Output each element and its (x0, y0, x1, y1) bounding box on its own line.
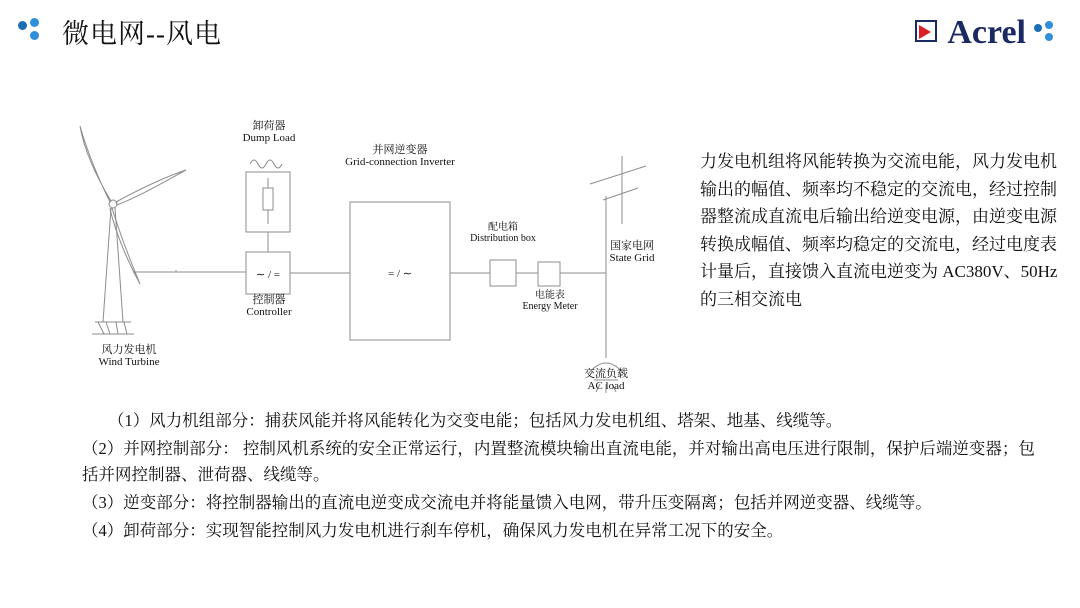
header-dots-icon (18, 18, 44, 44)
acrel-logo (915, 14, 1058, 52)
logo-dots-icon (1034, 21, 1058, 45)
bullet-item-1: （1）风力机组部分：捕获风能并将风能转化为交变电能；包括风力发电机组、塔架、地基、线缆等。 (108, 411, 843, 430)
svg-text:= / ∼: = / ∼ (388, 268, 412, 280)
bullet-list (82, 408, 1042, 546)
label-distribution-box: 配电箱 Distribution box (470, 222, 536, 245)
page-header (0, 0, 1080, 66)
description-paragraph: 力发电机组将风能转换为交流电能，风力发电机输出的幅值、频率均不稳定的交流电，经过控制器整流成直流电后输出给逆变电源，由逆变电源转换成幅值、频率均稳定的交流电，经过电度表计量后，直接馈入直流电逆变为 AC380V、50Hz的三相交流电 (700, 152, 1058, 309)
label-energy-meter: 电能表 Energy Meter (522, 290, 578, 313)
label-controller: 控制器 Controller (246, 294, 292, 319)
label-dump-load: 卸荷器 Dump Load (242, 120, 296, 145)
svg-text:∼ / =: ∼ / = (256, 269, 280, 281)
acrel-mark-icon (915, 20, 941, 46)
label-grid-inverter: 并网逆变器 Grid-connection Inverter (345, 144, 455, 169)
label-wind-turbine: 风力发电机 Wind Turbine (98, 344, 160, 369)
bullet-item-4: （4）卸荷部分：实现智能控制风力发电机进行刹车停机，确保风力发电机在异常工况下的安全。 (82, 520, 784, 540)
label-ac-load: 交流负载 AC load (584, 368, 628, 393)
wind-power-system-diagram (70, 112, 670, 402)
bullet-item-2: （2）并网控制部分： 控制风机系统的安全正常运行，内置整流模块输出直流电能，并对输出高电压进行限制，保护后端逆变器；包括并网控制器、泄荷器、线缆等。 (82, 438, 1035, 485)
label-state-grid: 国家电网 State Grid (609, 240, 655, 265)
bullet-item-3: （3）逆变部分：将控制器输出的直流电逆变成交流电并将能量馈入电网，带升压变隔离；包括并网逆变器、线缆等。 (82, 493, 932, 513)
page-title: 微电网--风电 (62, 19, 222, 49)
acrel-logo-text: Acrel (947, 14, 1026, 51)
